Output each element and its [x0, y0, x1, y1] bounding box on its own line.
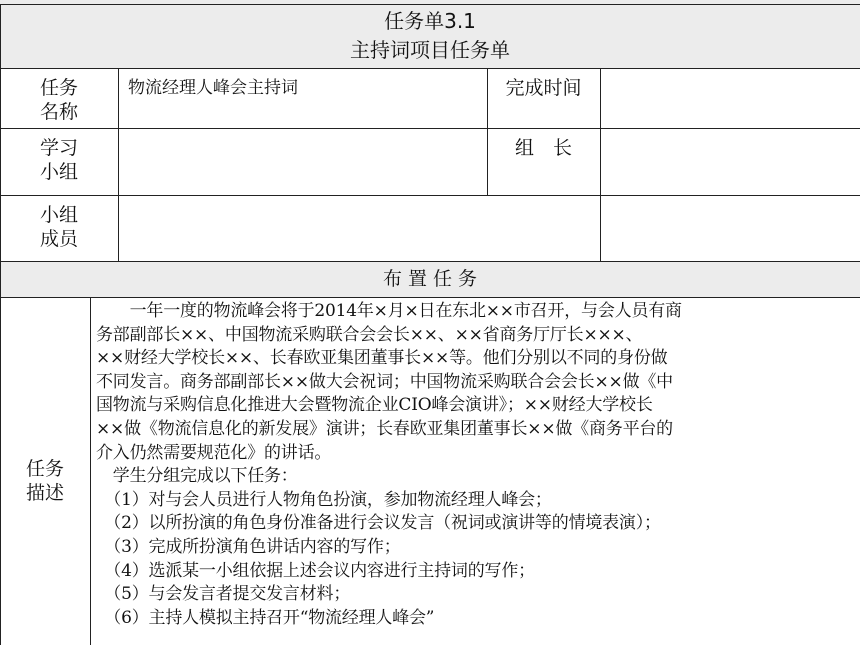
- description-label: 任务 描述: [25, 458, 64, 504]
- description-line: （6）主持人模拟主持召开“物流经理人峰会”: [96, 607, 435, 628]
- leader-label: 组 长: [514, 137, 572, 159]
- description-line: 务部副部长××、中国物流采购联合会会长××、××省商务厅厅长×××、: [96, 324, 643, 345]
- description-line: 不同发言。商务部副部长××做大会祝词；中国物流采购联合会会长××做《中: [96, 371, 673, 392]
- description-line: （1）对与会人员进行人物角色扮演，参加物流经理人峰会；: [96, 489, 552, 510]
- description-line: ××做《物流信息化的新发展》演讲；长春欧亚集团董事长××做《商务平台的: [96, 418, 673, 439]
- members-label: 小组 成员: [39, 204, 78, 250]
- description-line: （2）以所扮演的角色身份准备进行会议发言（祝词或演讲等的情境表演）；: [96, 513, 661, 534]
- sheet-title: 主持词项目任务单: [350, 38, 510, 62]
- description-line: （4）选派某一小组依据上述会议内容进行主持词的写作；: [96, 560, 535, 581]
- section-title: 布 置 任 务: [382, 268, 478, 290]
- sheet-number: 任务单3.1: [384, 9, 476, 33]
- description-line: ××财经大学校长××、长春欧亚集团董事长××等。他们分别以不同的身份做: [96, 348, 668, 369]
- description-text: [96, 300, 856, 630]
- study-group-label: 学习 小组: [39, 137, 78, 183]
- task-name-label: 任务 名称: [39, 77, 78, 123]
- description-line: （3）完成所扮演角色讲话内容的写作；: [96, 536, 401, 557]
- description-line: （5）与会发言者提交发言材料；: [96, 584, 351, 605]
- description-line: 学生分组完成以下任务：: [96, 466, 298, 487]
- task-name-value: 物流经理人峰会主持词: [128, 78, 298, 98]
- completion-time-label: 完成时间: [505, 77, 582, 99]
- description-line: 介入仍然需要规范化》的讲话。: [96, 442, 332, 463]
- description-line: 国物流与采购信息化推进大会暨物流企业CIO峰会演讲》；××财经大学校长: [96, 395, 653, 416]
- description-line: 一年一度的物流峰会将于2014年×月×日在东北××市召开，与会人员有商: [96, 301, 682, 321]
